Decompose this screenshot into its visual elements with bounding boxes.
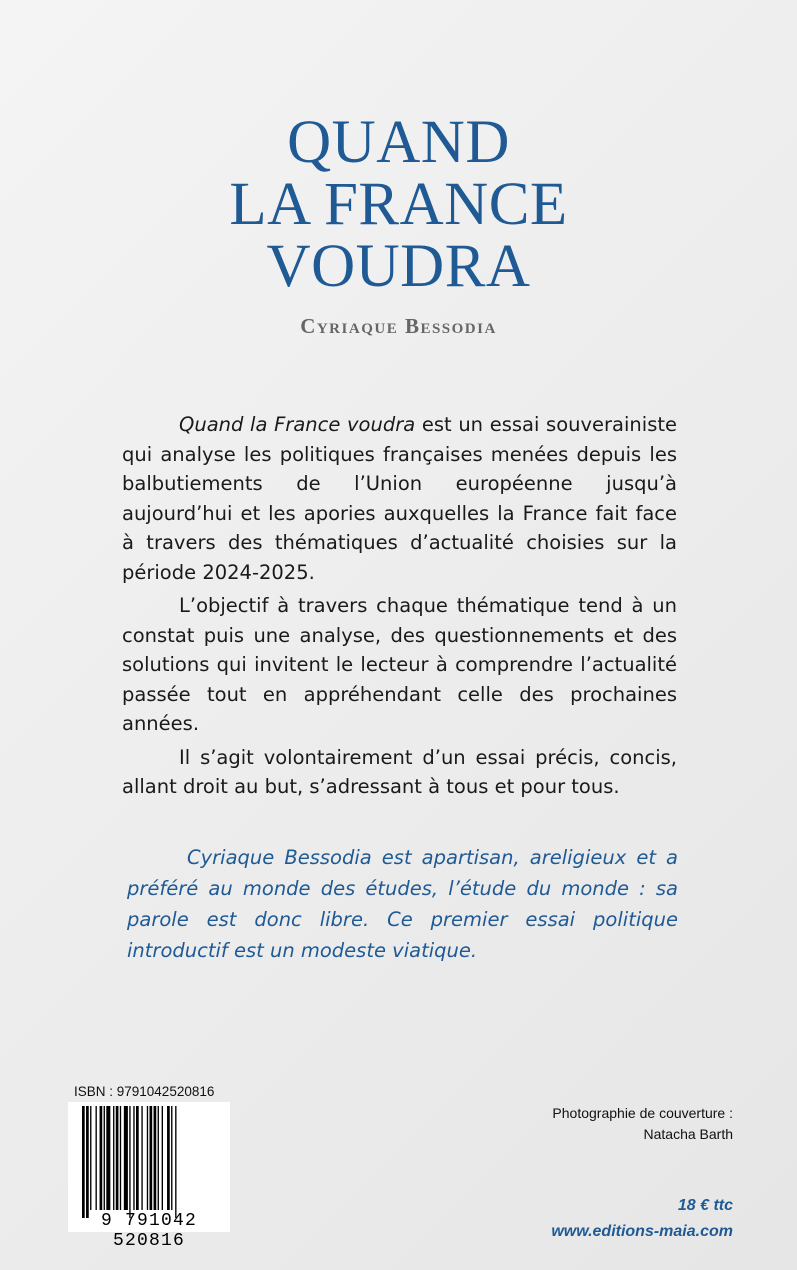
blurb: [122, 410, 677, 806]
barcode-bar: [120, 1106, 121, 1210]
barcode-bar: [147, 1106, 148, 1210]
barcode-digits: 9 791042 520816: [100, 1211, 197, 1251]
price: 18 € ttc: [677, 1197, 733, 1214]
title-line-1: QUAND: [287, 109, 510, 176]
barcode-bar: [124, 1106, 128, 1210]
barcode-bar: [171, 1106, 172, 1210]
author-bio-text: Cyriaque Bessodia est apartisan, areligieux et a préféré au monde des études, l’étude du monde : sa parole est donc libre. Ce premier essai politique introductif est un modeste viatique.: [127, 846, 678, 962]
blurb-book-title: Quand la France voudra: [179, 413, 416, 436]
barcode-bar: [104, 1106, 105, 1210]
isbn-label: ISBN : 9791042520816: [74, 1084, 215, 1099]
barcode-bar: [150, 1106, 153, 1210]
barcode-bar: [96, 1106, 97, 1210]
title-line-2: LA FRANCE: [229, 171, 568, 238]
barcode-bar: [129, 1106, 130, 1218]
barcode-bar: [90, 1106, 91, 1210]
barcode-bar: [100, 1106, 103, 1210]
photo-credit: [552, 1103, 733, 1145]
title-line-3: VOUDRA: [266, 233, 531, 300]
barcode-bar: [86, 1106, 89, 1218]
barcode-bar: [136, 1106, 139, 1210]
barcode-bar: [133, 1106, 134, 1210]
photo-credit-name: Natacha Barth: [643, 1126, 733, 1142]
barcode-bar: [167, 1106, 170, 1210]
author-bio: [127, 842, 678, 966]
barcode-bar: [158, 1106, 159, 1210]
blurb-paragraph-1-text: est un essai souverainiste qui analyse les politiques françaises menées depuis les balbutiements de l’Union européenne jusqu’à aujourd’hui et les apories auxquelles la France fait face à travers des thématiques d’actualité choisies sur la période 2024-2025.: [122, 413, 677, 584]
blurb-paragraph-2: L’objectif à travers chaque thématique tend à un constat puis une analyse, des questionnements et des solutions qui invitent le lecteur à comprendre l’actualité passée tout en appréhendant celle des prochaines années.: [122, 594, 677, 735]
blurb-paragraph-3: Il s’agit volontairement d’un essai précis, concis, allant droit au but, s’adressant à tous et pour tous.: [122, 745, 677, 798]
barcode-bar: [106, 1106, 110, 1210]
barcode-bar: [141, 1106, 142, 1210]
blurb-paragraph-1: [122, 410, 677, 587]
price-block: [551, 1193, 733, 1245]
barcode-bar: [175, 1106, 176, 1218]
publisher-website[interactable]: www.editions-maia.com: [551, 1223, 733, 1240]
barcode-bar: [162, 1106, 163, 1210]
barcode-bar: [116, 1106, 119, 1210]
photo-credit-label: Photographie de couverture :: [552, 1105, 733, 1121]
barcode-bar: [113, 1106, 114, 1210]
book-title: [0, 109, 797, 300]
barcode-bar: [154, 1106, 157, 1210]
barcode-bar: [82, 1106, 85, 1218]
author-name: Cyriaque Bessodia: [300, 314, 497, 338]
